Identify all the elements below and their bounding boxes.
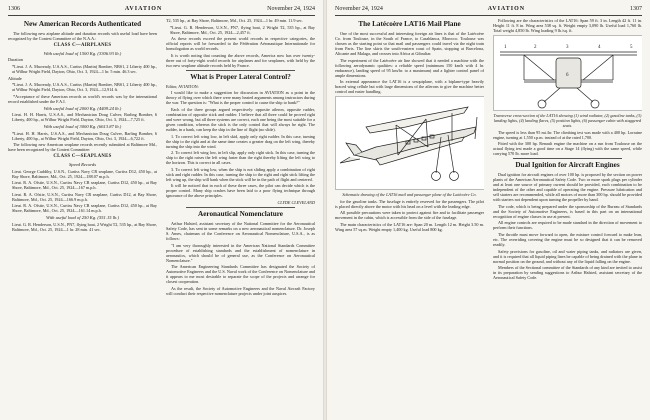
letter-para-6: It will be noticed that in each of these three cases, the pilot can decide which is the proper control. Many ship crashes have been laid to a poor flying technique through ignorance of the above principles.	[166, 183, 315, 199]
letter-para-2: Each of the three groups argued respectively: opposite aileron, opposite rudder, combination of opposite stick and rudder. I believe that all three could be proved right and were wrong, but all three systems are correct, each one being the most suitable for a given condition, whereas the stick is the only control that will always be right. The rudder, in a bank, can keep the ship in the line of flight (no slide).	[166, 106, 315, 132]
dual-ignition-para-5: Safety provisions for gasoline, oil and water piping tanks, and radiators are given, and it is required that all liquid piping lines be capable of being drained with the plane in normal position on the ground, and without any of the liquid falling on the engine.	[493, 248, 642, 264]
lat16-plane-illustration	[336, 97, 484, 189]
speed-record-4: Lieut. R. A. Ofstie, U.S.N., Curtiss Navy CR seaplane, Curtiss D12, 450 hp., at Bay Shore, Baltimore, Md., Oct. 25, 1924—161.14 m.p.h.	[12, 203, 157, 214]
lat16-drawing-caption: Schematic drawing of the LAT16 mail and passenger plane of the Latécoère Co.	[342, 192, 477, 198]
class-c-airplanes: CLASS C—AIRPLANES	[53, 43, 112, 48]
dual-ignition-para-3: All engine controls are required to be made standard in the direction of movement to perform their functions.	[493, 220, 642, 231]
lat16-speed-text: The speed is less than 95 mi./hr. The climbing test was made with a 400 hp. Lorraine engine, turning at 1,550 r.p.m. instead of at the rated 1,700.	[493, 129, 642, 140]
records-cont-1: T2, 535 hp., at Bay Shore, Baltimore, Md., Oct. 25, 1924—1 hr. 49 min. 11.9 sec.	[166, 18, 303, 23]
divider-2	[186, 207, 295, 208]
nomenclature-para-1: Arthur Halsted, assistant secretary of the National Committee for the Aeronautical Safety Code, has sent in some remarks on a new aeronautical nomenclature. Dr. Joseph S. Ames, chairman of the Conference on Aeronautical Nomenclature, U.S.A., is as follows:	[166, 220, 315, 241]
records-intro: The following new airplane altitude and duration records with useful load have been recognized by the Contest Committee of the N.A.A.:	[8, 31, 157, 41]
records-cont-3: As these records exceed the present world records in respective categories, the official reports will be forwarded to the Fédération Aéronautique Internationale for homologation as world records.	[166, 36, 315, 52]
svg-text:3: 3	[566, 45, 569, 50]
speed-record-1: Lieut. George Cuddihy, U.S.N., Curtiss Navy CR seaplane, Curtiss D12, 450 hp., at Bay Shore, Baltimore, Md., Oct. 25, 1924—188.07 m.p.h.	[12, 168, 157, 179]
right-magazine-title: AVIATION	[487, 6, 526, 12]
latecoere-para-3: In external appearance the LAT16 is a sesquiplane, with a biplane-type heavily braced wing cellule but with large dimensions of the ailerons to give the machine better control and easier handling.	[335, 79, 484, 95]
left-running-head	[8, 4, 315, 16]
duration-title: Duration	[8, 57, 23, 63]
left-page-number: 1306	[8, 6, 20, 12]
divider-1	[186, 70, 295, 71]
right-column-1	[335, 18, 484, 416]
right-page-number: 1307	[630, 6, 642, 12]
svg-text:5: 5	[630, 45, 633, 50]
load-250: With useful load of 250 Kg. (551.15 lb.)	[46, 215, 119, 221]
lat16-renault-text: Fitted with the 300 hp. Renault engine the machine on a run from Toulouse on the actual flying test made a good time on a Stage 14 (flying) with the same speed, while carrying 570 lb. more load.	[493, 141, 642, 157]
right-page	[327, 0, 650, 420]
load-2000: With useful load of 2000 Kg. (4409.24 lb.)	[43, 105, 122, 111]
right-date: November 24, 1924	[335, 6, 383, 12]
left-column-2	[166, 18, 315, 416]
records-cont-2: *Lieut. G. R. Henderson, U.S.N., PN7, flying boat, 2 Wright T2, 535 hp., at Bay Shore, Baltimore, Md., Oct. 25, 1924—2,457 ft.	[170, 24, 315, 35]
cross-section-caption: Transverse cross-section of the LAT16 showing (1) wind radiator, (2) gasoline tanks, (3) landing lights, (4) landing flares, (5) position lights, (6) passenger cabin with staggered seats.	[493, 113, 642, 128]
nomenclature-para-2: "I am very thoroughly interested in the American National Standards Committee procedure of establishing standards and the establishment of nomenclature in aeronautics, which should be of general use, as the Conference on Aeronautical Nomenclature."	[166, 242, 315, 263]
lat16-characteristics: Following are the characteristics of the LAT16: Span 59 ft. 3 in. Length 42 ft. 11 in. Height 11 ft. 8 in. Wing area 538 sq. ft. Weight empty 3,090 lb. Useful load 1,760 lb. Total weight 4,850 lb. Wing loading 9 lb./sq. ft.	[493, 18, 642, 33]
latecoere-para-2: The experiment of the Latécoère air line showed that it needed a machine with the following aerodynamic qualities: a reliable speed (minimum 150 km/h with 4 hr. endurance), landing speed of 95 km/hr. to a maximum) and a lighter control panel of ample dimensions.	[335, 57, 484, 78]
records-note-1: *Acceptance of these American records as world's records was by the international record established under the F.A.I.	[8, 93, 157, 104]
letter-para-4: 2. To correct left wing low, in left slip, apply only right stick. In this case, turning the ship to the right raises the left wing faster than the right thereby lifting the left wing to the horizon. This is correct in all cases.	[166, 150, 315, 166]
altitude-title: Altitude	[8, 75, 22, 81]
left-magazine-title: AVIATION	[124, 6, 163, 12]
letter-para-5: 3. To correct left wing low, when the ship is not sliding apply a combination of right stick and right rudder. In this case, turning the ship to the right and right stick lifting the left wing up, the ship will bank when the stick will be in the path of flight and centered.	[166, 166, 315, 182]
nomenclature-heading: Aeronautical Nomenclature	[198, 209, 283, 218]
right-running-head	[335, 4, 642, 16]
duration-record: *Lieut. J. A. Macready, U.S.A.S., Curtiss (Martin) Bomber, NBS1, 2 Liberty 400 hp., at Wilbur Wright Field, Dayton, Ohio, Oct. 3, 1924—1 hr. 5 min. 46.3 sec.	[12, 64, 157, 74]
class-c-seaplanes: CLASS C—SEAPLANES	[53, 154, 112, 160]
right-column-2	[493, 18, 642, 416]
speed-records-title: Speed Records	[69, 162, 96, 168]
dual-ignition-para-1: Dual ignition for aircraft engines of over 100 hp. is proposed by the section on power plants of the American Aeronautical Safety Code. Two or more spark plugs per cylinder and at least one source of primary current should be provided, each combination to be independent of the other and capable of operating the engine. Pressure lubrication and self starters are recommended, while all motors of more than 300 hp. should be provided with starters not dependent upon turning the propeller by hand.	[493, 172, 642, 203]
left-page	[0, 0, 323, 420]
altitude-record-3: *Lieut. H. H. Harris, U.S.A.S., and Mechanician Doug Culver, Barling Bomber, 6 Liberty, 400 hp., at Wilbur Wright Field, Dayton, Ohio, Oct. 3, 1924—6,722 ft.	[12, 130, 157, 141]
divider-3	[513, 158, 622, 159]
records-cont-4: It is worth noting that counting the above records, America now has over twenty-three out of forty-eight world records for airplanes and for seaplanes, with held by the two new seaplane altitude records held by France.	[166, 52, 315, 68]
left-column-1	[8, 18, 157, 416]
letter-signature: CLYDE CLEVELAND	[277, 199, 315, 205]
latecoere-para-1: One of the most successful and interesting foreign air lines is that of the Latécoère Co. from Toulouse, in the South of France, to Casablanca, Morocco. Toulouse was chosen as the starting point so that mail and passengers could travel via the night train from Paris. The line skirts the south-eastern coast of Spain, stopping at Barcelona, Alicante and Malaga, and crosses into Africa at Gibraltar.	[335, 31, 484, 56]
altitude-record: *Lieut. J. A. Macready, U.S.A.S., Curtiss (Martin) Bomber, NBS1, 2 Liberty 400 hp., at Wilbur Wright Field, Dayton, Ohio, Oct. 3, 1924—12,914 ft.	[12, 82, 157, 93]
dual-ignition-para-6: Members of the Sectional committee of the Standards of any kind are invited to assist in its preparation by sending suggestions to Arthur Halsted, assistant secretary of the Aeronautical Safety Code.	[493, 265, 642, 281]
speed-record-2: Lieut. R. A. Ofstie, U.S.N., Curtiss Navy CR seaplane, Curtiss D12, 450 hp., at Bay Shore, Baltimore, Md., Oct. 25, 1924—167 m.p.h.	[12, 180, 157, 191]
records-heading: New American Records Authenticated	[23, 20, 142, 28]
latecoere-para-4: for the gasoline tanks. The fuselage is entirely reserved for the passengers. The pilot is placed directly above the motor with his head on a level with the leading edge.	[335, 198, 484, 209]
load-1500: With useful load of 1500 Kg. (3306.93 lb.)	[43, 51, 122, 56]
duration-record-4: Lieut. G. R. Henderson, U.S.N., PN7, flying boat, 2 Wright T2, 535 hp., at Bay Shore, Baltimore, Md., Oct. 25, 1924—1 hr. 28 min. 41 sec.	[12, 221, 157, 232]
lat16-cross-section-illustration	[494, 36, 642, 110]
latecoere-para-5: All possible precautions were taken to protect against fire and to facilitate passenger movement in the cabin, which is accessible from the side of the fuselage.	[335, 210, 484, 221]
dual-ignition-heading: Dual Ignition for Aircraft Engines	[515, 161, 620, 170]
speed-record-3: Lieut. R. A. Ofstie, U.S.N., Curtiss Navy CR seaplane, Curtiss D12, at Bay Shore, Baltimore, Md., Oct. 25, 1924—166.9 m.p.h.	[12, 191, 157, 202]
dual-ignition-para-2: The code, which is being prepared under the sponsorship of the Bureau of Standards and the Society of Automotive Engineers, is based in this part on an international recognition of engine classes in use at present.	[493, 203, 642, 219]
dual-ignition-para-4: The throttle must move forward to open, the mixture control forward to make lean, etc. The overriding covering the engine must be so designed that it can be removed readily.	[493, 231, 642, 247]
svg-text:1: 1	[504, 45, 507, 50]
lat16-cross-section-figure	[493, 35, 642, 111]
lateral-control-heading: What is Proper Lateral Control?	[190, 72, 291, 81]
latecoere-heading: The Latécoère LAT16 Mail Plane	[358, 20, 461, 28]
svg-text:6: 6	[566, 73, 569, 78]
latecoere-para-6: The main characteristics of the LAT16 are: Span 20 m. Length 12 m. Height 3.50 m. Wing area 57 sq.m. Weight empty 1,400 kg. Useful load 800 kg.	[335, 221, 484, 232]
altitude-record-2: Lieut. H. H. Harris, U.S.A.S., and Mechanician Doug Culver, Barling Bomber, 6 Liberty, 400 hp., at Wilbur Wright Field, Dayton, Ohio, Oct. 3, 1924—7,725 ft.	[12, 112, 157, 123]
svg-text:4: 4	[598, 45, 601, 50]
load-3000: With useful load of 3000 Kg. (6613.87 lb.)	[43, 124, 122, 130]
nomenclature-para-4: As the result, the Society of Automotive Engineers and the Naval Aircraft Factory will conduct their respective nomenclature projects under joint auspices.	[166, 285, 315, 296]
letter-para-1: I would like to make a suggestion for discussion in AVIATION as a point in the theory of flying over which there were many heated arguments among instructors during the war. The question is: "What is the proper control to cause the ship to bank?"	[166, 90, 315, 106]
records-note-2: The following new American seaplane records recently submitted at Baltimore Md., have been recognized by the Contest Committee:	[8, 142, 157, 153]
lat16-schematic-drawing	[335, 96, 484, 190]
letter-para-3: 1. To correct left wing low, in left skid, apply only right rudder. In this case, turning the ship to the right and at the same time creates a greater drag on the left wing, thereby turning the ship into the wind.	[166, 133, 315, 149]
letter-salutation: Editor, AVIATION:	[166, 83, 199, 89]
nomenclature-para-3: The American Engineering Standards Committee has designated the Society of Automotive Engineers and the U.S. Naval work of the Conference on Nomenclature and it appears to me most desirable to separate the scope of the projects and arrange for closest cooperation.	[166, 264, 315, 285]
left-date: November 24, 1924	[267, 6, 315, 12]
svg-text:2: 2	[534, 45, 537, 50]
